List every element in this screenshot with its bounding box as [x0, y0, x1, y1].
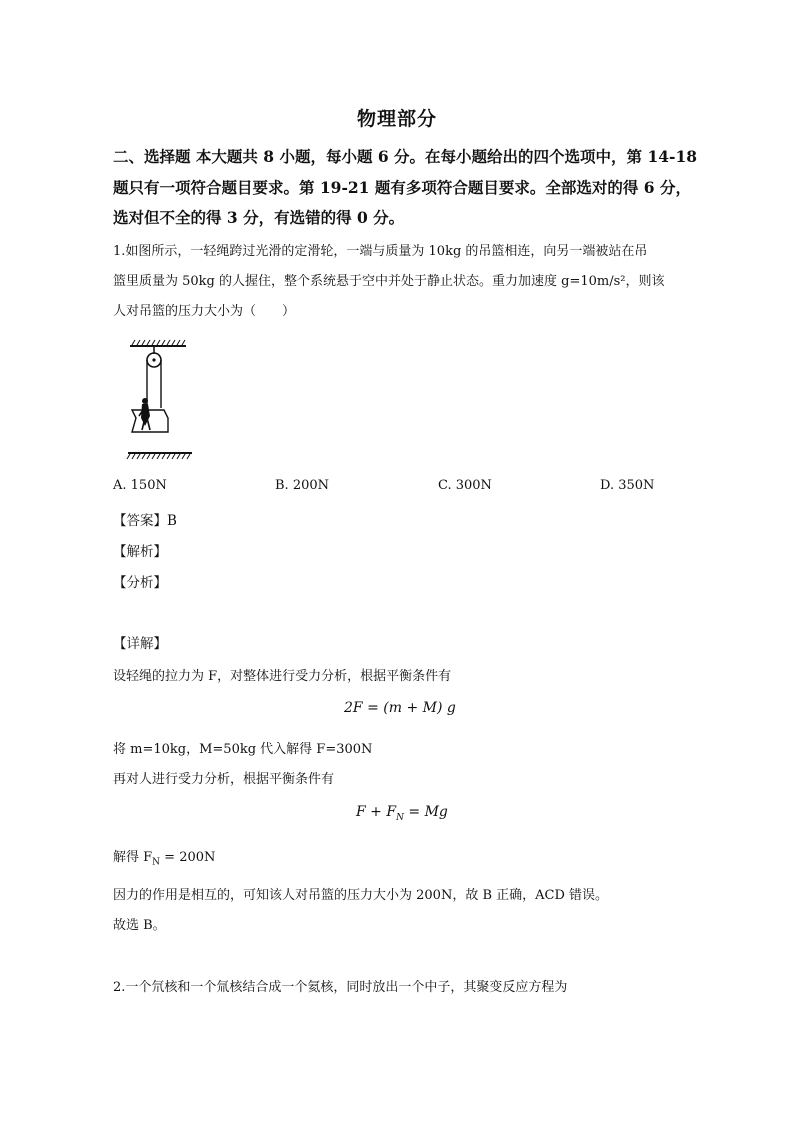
equation-2 — [356, 804, 448, 823]
option-b: B. 200N — [275, 478, 330, 493]
solution-line-5: 因力的作用是相互的，可知该人对吊篮的压力大小为 200N，故 B 正确，ACD 错误。 — [113, 888, 609, 903]
equation-2-subscript: N — [396, 812, 404, 823]
section-heading-line-3: 选对但不全的得 3 分，有选错的得 0 分。 — [113, 208, 405, 227]
fenxi-tag: 【分析】 — [113, 575, 167, 591]
option-d: D. 350N — [600, 478, 655, 493]
equation-2-right: = Mg — [403, 804, 448, 820]
question-2-stem-line-1: 2.一个氘核和一个氚核结合成一个氦核，同时放出一个中子，其聚变反应方程为 — [113, 980, 568, 995]
answer-value: B — [167, 513, 177, 529]
solution-line-4-subscript: N — [152, 857, 161, 868]
solution-line-6: 故选 B。 — [113, 918, 166, 933]
answer-tag: 【答案】 — [113, 513, 167, 529]
question-1-stem-line-3: 人对吊篮的压力大小为（ ） — [113, 304, 296, 319]
equation-2-left: F + F — [356, 804, 397, 820]
solution-line-1: 设轻绳的拉力为 F，对整体进行受力分析，根据平衡条件有 — [113, 669, 452, 684]
pulley-basket-figure — [112, 338, 196, 462]
solution-line-4 — [113, 846, 215, 868]
question-1-stem-line-2: 篮里质量为 50kg 的人握住，整个系统悬于空中并处于静止状态。重力加速度 g=10m/s²，则该 — [113, 274, 665, 289]
solution-line-2: 将 m=10kg，M=50kg 代入解得 F=300N — [113, 742, 373, 757]
solution-line-4-left: 解得 F — [113, 850, 153, 865]
detail-tag: 【详解】 — [113, 636, 167, 652]
solution-line-3: 再对人进行受力分析，根据平衡条件有 — [113, 772, 335, 787]
section-heading-line-1: 二、选择题 本大题共 8 小题，每小题 6 分。在每小题给出的四个选项中，第 14-18 — [113, 147, 698, 166]
answer-line — [113, 509, 177, 529]
option-c: C. 300N — [438, 478, 492, 493]
section-heading-line-2: 题只有一项符合题目要求。第 19-21 题有多项符合题目要求。全部选对的得 6 分， — [113, 178, 691, 197]
solution-line-4-right: = 200N — [160, 850, 216, 865]
option-a: A. 150N — [113, 478, 167, 493]
page-title: 物理部分 — [356, 108, 437, 130]
question-1-stem-line-1: 1.如图所示，一轻绳跨过光滑的定滑轮，一端与质量为 10kg 的吊篮相连，向另一端被站在吊 — [113, 244, 648, 259]
equation-1: 2F = (m + M) g — [344, 700, 456, 716]
analysis-tag: 【解析】 — [113, 544, 167, 560]
